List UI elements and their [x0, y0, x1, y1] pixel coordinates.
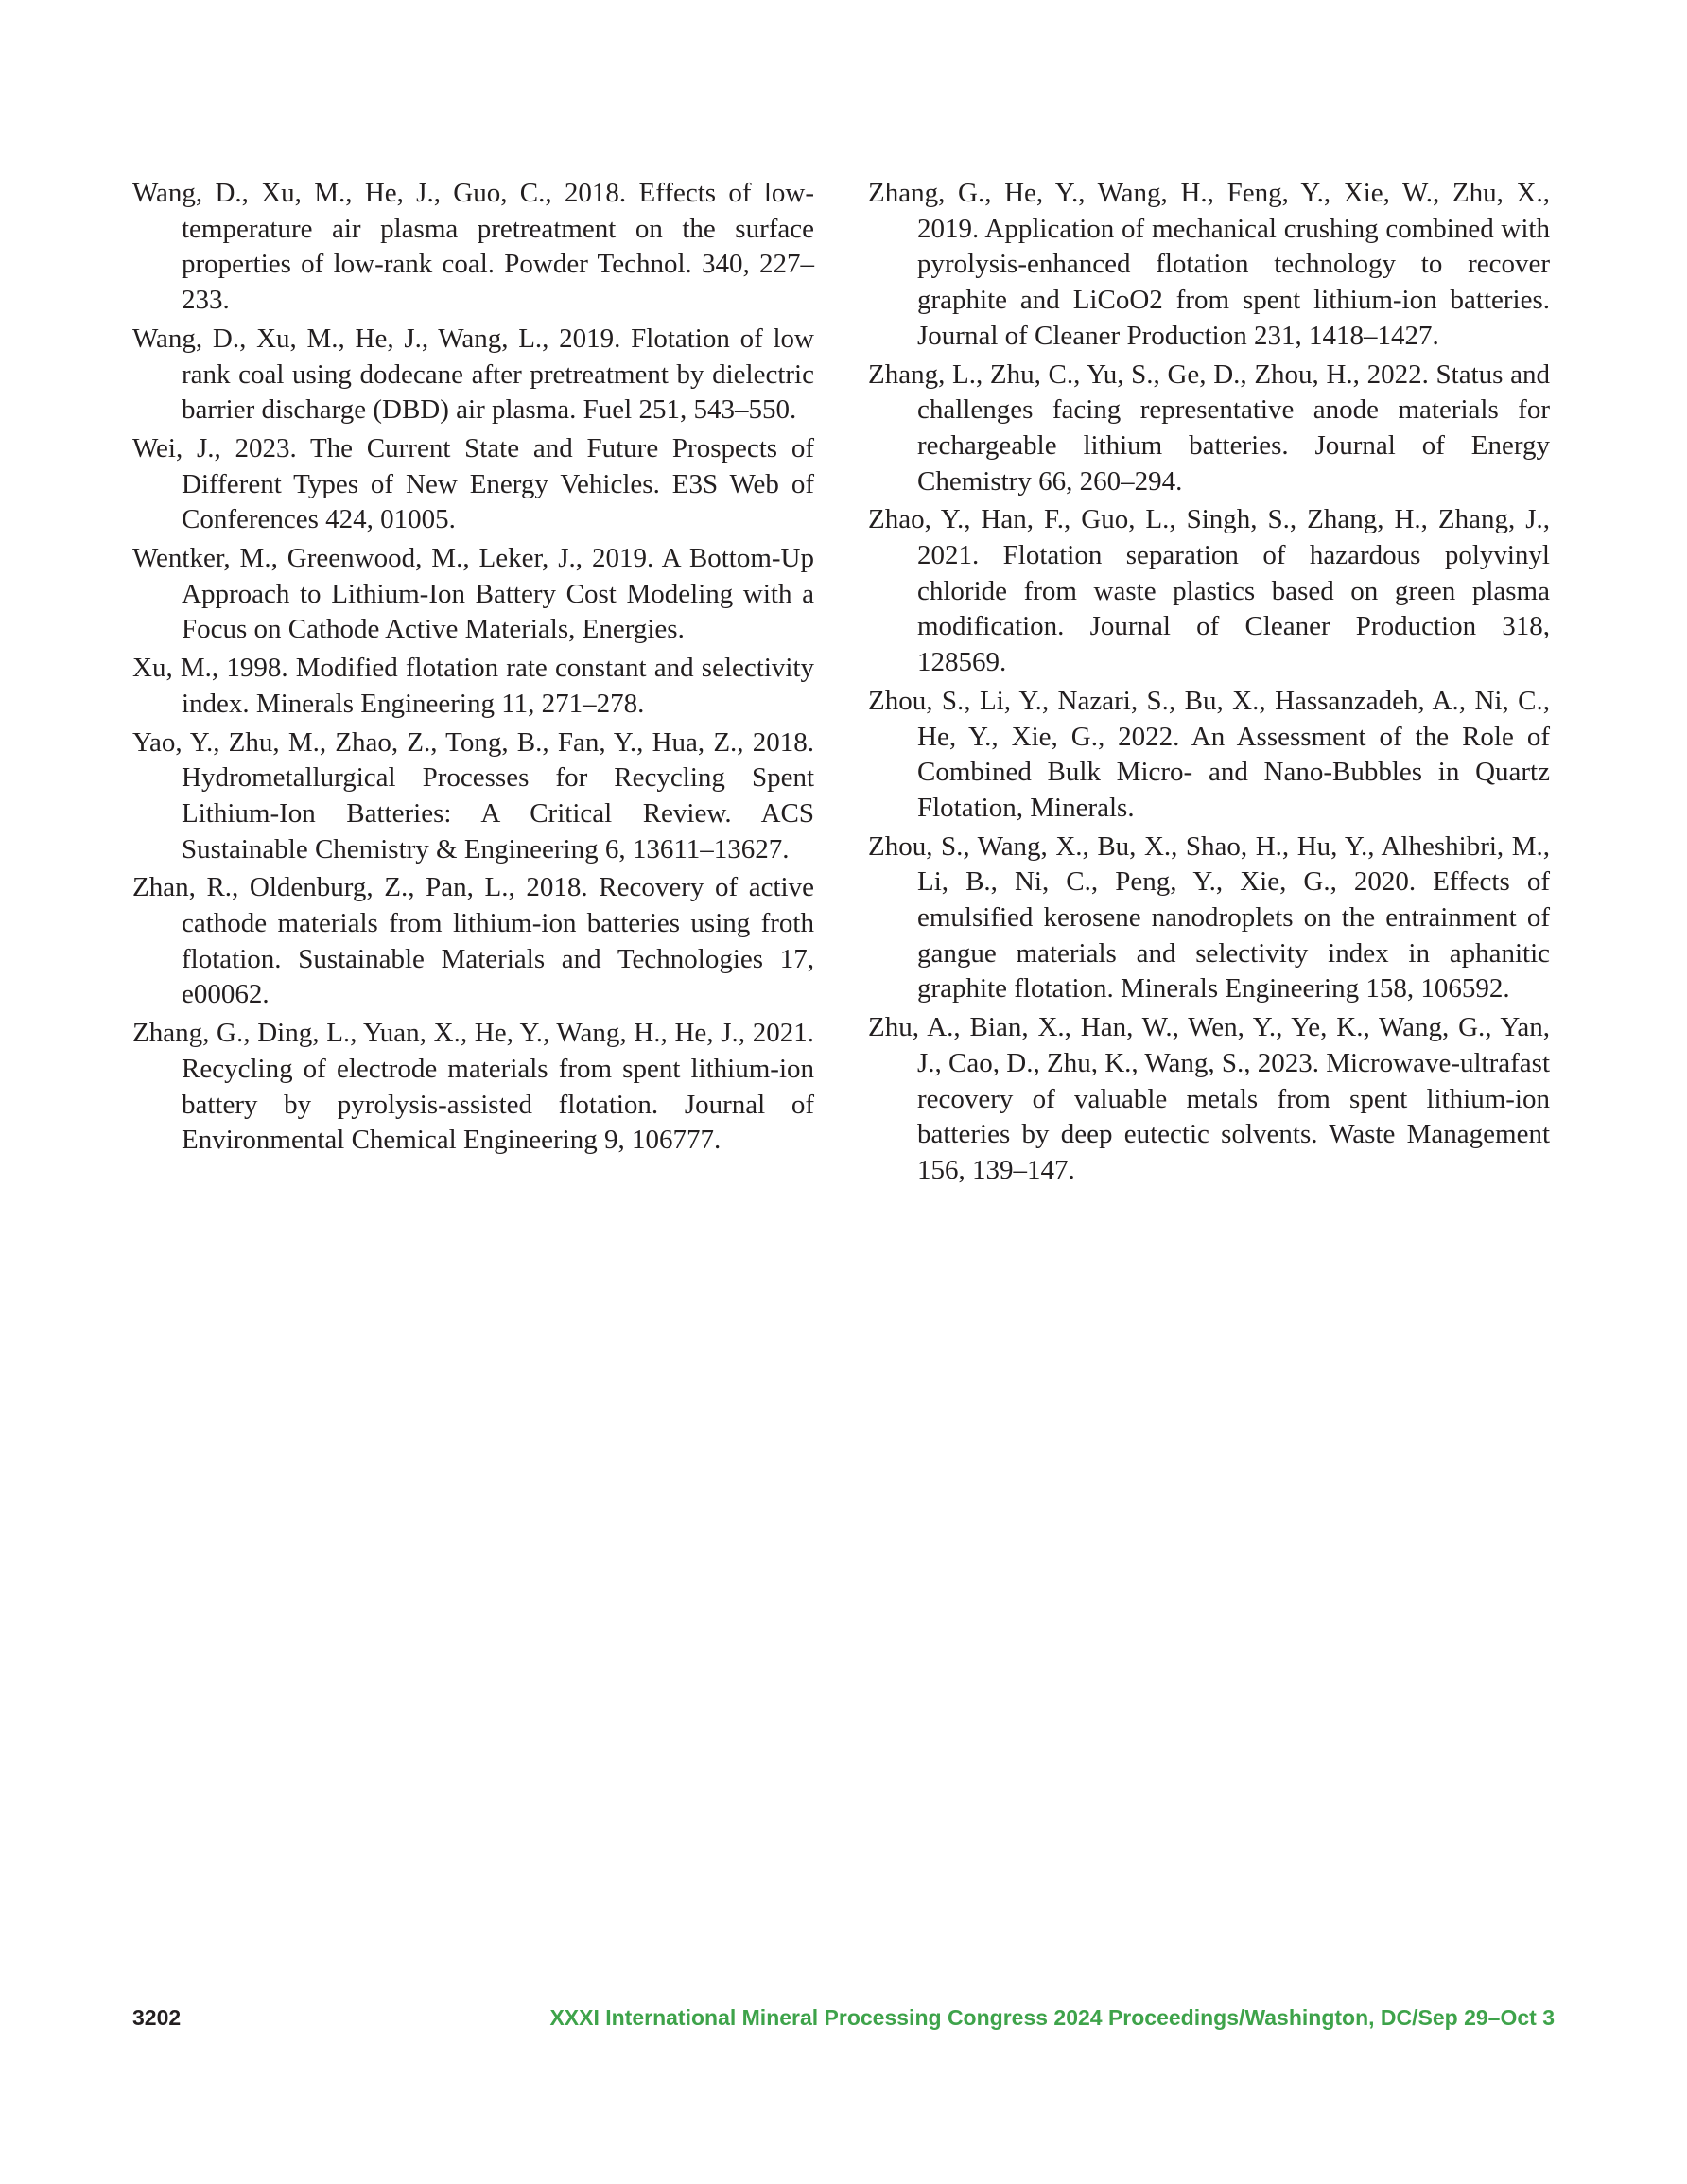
running-footer-title: XXXI International Mineral Processing Congress 2024 Proceedings/Washington, DC/Sep 29–Oct 3	[549, 2005, 1555, 2030]
reference-entry: Zhou, S., Wang, X., Bu, X., Shao, H., Hu, Y., Alheshibri, M., Li, B., Ni, C., Peng, Y., Xie, G., 2020. Effects of emulsified kerosene nanodroplets on the entrainment of gangue materials and selectivity index in aphanitic graphite flotation. Minerals Engineering 158, 106592.	[868, 830, 1550, 1005]
reference-entry: Wang, D., Xu, M., He, J., Wang, L., 2019. Flotation of low rank coal using dodecane after pretreatment by dielectric barrier discharge (DBD) air plasma. Fuel 251, 543–550.	[132, 323, 814, 426]
reference-entry: Wentker, M., Greenwood, M., Leker, J., 2019. A Bottom-Up Approach to Lithium-Ion Battery Cost Modeling with a Focus on Cathode Active Materials, Energies.	[132, 543, 814, 645]
reference-entry: Zhang, G., He, Y., Wang, H., Feng, Y., Xie, W., Zhu, X., 2019. Application of mechanical crushing combined with pyrolysis-enhanced flotation technology to recover graphite and LiCoO2 from spent lithium-ion batteries. Journal of Cleaner Production 231, 1418–1427.	[868, 178, 1550, 351]
reference-entry: Wang, D., Xu, M., He, J., Guo, C., 2018. Effects of low-temperature air plasma pretreatment on the surface properties of low-rank coal. Powder Technol. 340, 227–233.	[132, 178, 814, 316]
page-footer	[132, 1999, 1555, 2036]
reference-entry: Xu, M., 1998. Modified flotation rate constant and selectivity index. Minerals Engineering 11, 271–278.	[132, 653, 814, 719]
reference-entry: Zhu, A., Bian, X., Han, W., Wen, Y., Ye, K., Wang, G., Yan, J., Cao, D., Zhu, K., Wang, S., 2023. Microwave-ultrafast recovery of valuable metals from spent lithium-ion batteries by deep eutectic solvents. Waste Management 156, 139–147.	[868, 1012, 1550, 1185]
reference-entry: Yao, Y., Zhu, M., Zhao, Z., Tong, B., Fan, Y., Hua, Z., 2018. Hydrometallurgical Processes for Recycling Spent Lithium-Ion Batteries: A Critical Review. ACS Sustainable Chemistry & Engineering 6, 13611–13627.	[132, 726, 814, 865]
references-column-left	[132, 176, 814, 1162]
reference-entry: Wei, J., 2023. The Current State and Future Prospects of Different Types of New Energy Vehicles. E3S Web of Conferences 424, 01005.	[132, 432, 814, 535]
references-column-right	[868, 176, 1550, 1192]
reference-entry: Zhang, L., Zhu, C., Yu, S., Ge, D., Zhou, H., 2022. Status and challenges facing representative anode materials for rechargeable lithium batteries. Journal of Energy Chemistry 66, 260–294.	[868, 358, 1550, 497]
page-number: 3202	[132, 2005, 182, 2030]
reference-entry: Zhou, S., Li, Y., Nazari, S., Bu, X., Hassanzadeh, A., Ni, C., He, Y., Xie, G., 2022. An Assessment of the Role of Combined Bulk Micro- and Nano-Bubbles in Quartz Flotation, Minerals.	[868, 685, 1550, 823]
reference-entry: Zhao, Y., Han, F., Guo, L., Singh, S., Zhang, H., Zhang, J., 2021. Flotation separation of hazardous polyvinyl chloride from waste plastics based on green plasma modification. Journal of Cleaner Production 318, 128569.	[868, 504, 1550, 678]
reference-entry: Zhan, R., Oldenburg, Z., Pan, L., 2018. Recovery of active cathode materials from lithium-ion batteries using froth flotation. Sustainable Materials and Technologies 17, e00062.	[132, 872, 814, 1010]
reference-entry: Zhang, G., Ding, L., Yuan, X., He, Y., Wang, H., He, J., 2021. Recycling of electrode materials from spent lithium-ion battery by pyrolysis-assisted flotation. Journal of Environmental Chemical Engineering 9, 106777.	[132, 1018, 814, 1156]
